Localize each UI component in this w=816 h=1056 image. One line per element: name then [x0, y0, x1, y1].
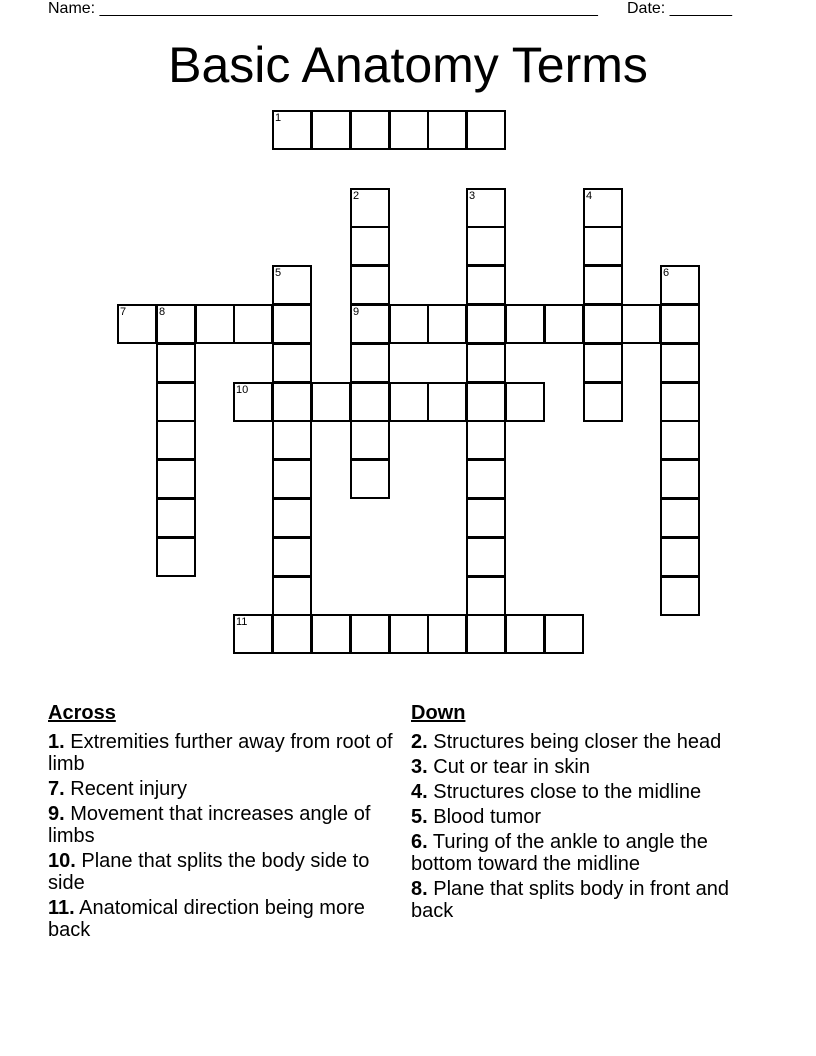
crossword-cell[interactable] — [156, 459, 196, 499]
clue-item — [48, 897, 393, 941]
crossword-cell[interactable] — [505, 304, 545, 344]
crossword-cell[interactable] — [660, 420, 700, 460]
across-clues — [48, 702, 393, 944]
crossword-cell[interactable] — [583, 382, 623, 422]
crossword-cell[interactable] — [117, 304, 157, 344]
clue-item-number: 11. — [48, 897, 75, 919]
crossword-cell[interactable] — [427, 614, 467, 654]
crossword-cell[interactable] — [272, 265, 312, 305]
crossword-cell[interactable] — [544, 614, 584, 654]
crossword-cell[interactable] — [350, 614, 390, 654]
clue-number: 8 — [159, 306, 166, 318]
crossword-cell[interactable] — [466, 343, 506, 383]
crossword-cell[interactable] — [466, 265, 506, 305]
clue-item-text: Structures close to the midline — [427, 781, 702, 803]
crossword-cell[interactable] — [272, 110, 312, 150]
crossword-cell[interactable] — [621, 304, 661, 344]
crossword-cell[interactable] — [583, 188, 623, 228]
clue-item-text: Turing of the ankle to angle the bottom toward the midline — [411, 831, 708, 875]
crossword-cell[interactable] — [233, 382, 273, 422]
clue-item — [411, 831, 756, 875]
crossword-cell[interactable] — [156, 498, 196, 538]
crossword-cell[interactable] — [427, 110, 467, 150]
crossword-cell[interactable] — [311, 614, 351, 654]
crossword-cell[interactable] — [660, 343, 700, 383]
crossword-cell[interactable] — [272, 382, 312, 422]
crossword-cell[interactable] — [156, 304, 196, 344]
crossword-cell[interactable] — [427, 382, 467, 422]
crossword-cell[interactable] — [660, 304, 700, 344]
crossword-cell[interactable] — [350, 304, 390, 344]
clue-item-text: Plane that splits body in front and back — [411, 878, 729, 922]
clue-item-number: 4. — [411, 781, 428, 803]
clue-item-text: Movement that increases angle of limbs — [48, 803, 371, 847]
crossword-cell[interactable] — [233, 304, 273, 344]
clue-item-number: 5. — [411, 806, 428, 828]
crossword-cell[interactable] — [311, 110, 351, 150]
crossword-cell[interactable] — [583, 265, 623, 305]
crossword-cell[interactable] — [272, 304, 312, 344]
crossword-cell[interactable] — [272, 498, 312, 538]
clue-item-number: 7. — [48, 778, 65, 800]
clue-item — [48, 850, 393, 894]
crossword-cell[interactable] — [466, 226, 506, 266]
crossword-cell[interactable] — [466, 110, 506, 150]
clue-item — [411, 731, 756, 753]
crossword-cell[interactable] — [350, 459, 390, 499]
crossword-cell[interactable] — [660, 382, 700, 422]
crossword-cell[interactable] — [660, 265, 700, 305]
clue-item-number: 1. — [48, 731, 65, 753]
crossword-cell[interactable] — [466, 382, 506, 422]
crossword-cell[interactable] — [350, 382, 390, 422]
clue-item — [411, 806, 756, 828]
crossword-cell[interactable] — [389, 614, 429, 654]
crossword-cell[interactable] — [466, 304, 506, 344]
crossword-cell[interactable] — [156, 420, 196, 460]
date-field-label: Date: _______ — [627, 0, 732, 17]
crossword-cell[interactable] — [583, 226, 623, 266]
crossword-cell[interactable] — [660, 537, 700, 577]
across-heading: Across — [48, 702, 116, 724]
clue-item-number: 2. — [411, 731, 428, 753]
clue-item-text: Anatomical direction being more back — [48, 897, 365, 941]
crossword-cell[interactable] — [272, 537, 312, 577]
clue-item-number: 10. — [48, 850, 76, 872]
crossword-cell[interactable] — [466, 614, 506, 654]
clue-item-text: Structures being closer the head — [427, 731, 722, 753]
crossword-cell[interactable] — [505, 614, 545, 654]
clue-item — [411, 756, 756, 778]
crossword-cell[interactable] — [583, 343, 623, 383]
clue-number: 1 — [275, 112, 282, 124]
down-heading: Down — [411, 702, 466, 724]
clue-item-text: Extremities further away from root of limb — [48, 731, 393, 775]
crossword-cell[interactable] — [466, 498, 506, 538]
crossword-cell[interactable] — [272, 343, 312, 383]
clue-item-number: 6. — [411, 831, 428, 853]
crossword-cell[interactable] — [389, 304, 429, 344]
crossword-cell[interactable] — [389, 382, 429, 422]
clue-item-text: Plane that splits the body side to side — [48, 850, 370, 894]
crossword-cell[interactable] — [350, 420, 390, 460]
crossword-cell[interactable] — [156, 537, 196, 577]
crossword-cell[interactable] — [389, 110, 429, 150]
across-clue-list — [48, 731, 393, 941]
clue-item-number: 8. — [411, 878, 428, 900]
clue-number: 5 — [275, 267, 282, 279]
crossword-cell[interactable] — [660, 498, 700, 538]
clue-item-text: Blood tumor — [427, 806, 542, 828]
clue-item — [411, 878, 756, 922]
clue-item-text: Recent injury — [64, 778, 187, 800]
crossword-cell[interactable] — [427, 304, 467, 344]
crossword-cell[interactable] — [195, 304, 235, 344]
crossword-cell[interactable] — [272, 576, 312, 616]
clue-number: 4 — [586, 190, 593, 202]
crossword-cell[interactable] — [466, 188, 506, 228]
down-clue-list — [411, 731, 756, 922]
crossword-cell[interactable] — [466, 420, 506, 460]
clue-number: 11 — [236, 616, 248, 628]
crossword-cell[interactable] — [505, 382, 545, 422]
crossword-cell[interactable] — [272, 614, 312, 654]
crossword-cell[interactable] — [583, 304, 623, 344]
clue-item-number: 3. — [411, 756, 428, 778]
clue-item — [48, 803, 393, 847]
clue-number: 3 — [469, 190, 476, 202]
page-title: Basic Anatomy Terms — [168, 37, 648, 93]
crossword-cell[interactable] — [660, 576, 700, 616]
name-field-label: Name: ________________________________________________________ — [48, 0, 598, 17]
crossword-cell[interactable] — [466, 576, 506, 616]
crossword-cell[interactable] — [660, 459, 700, 499]
crossword-cell[interactable] — [156, 343, 196, 383]
crossword-cell[interactable] — [156, 382, 196, 422]
clue-number: 6 — [663, 267, 670, 279]
clue-item — [411, 781, 756, 803]
clue-item — [48, 731, 393, 775]
clue-item-text: Cut or tear in skin — [427, 756, 590, 778]
crossword-cell[interactable] — [350, 226, 390, 266]
clue-item — [48, 778, 393, 800]
crossword-cell[interactable] — [350, 188, 390, 228]
clue-number: 10 — [236, 384, 249, 396]
crossword-cell[interactable] — [350, 265, 390, 305]
crossword-cell[interactable] — [466, 459, 506, 499]
crossword-cell[interactable] — [350, 343, 390, 383]
crossword-cell[interactable] — [311, 382, 351, 422]
crossword-cell[interactable] — [544, 304, 584, 344]
clue-number: 7 — [120, 306, 127, 318]
crossword-cell[interactable] — [233, 614, 273, 654]
crossword-cell[interactable] — [350, 110, 390, 150]
crossword-cell[interactable] — [466, 537, 506, 577]
down-clues — [411, 702, 756, 925]
clue-item-number: 9. — [48, 803, 65, 825]
clue-number: 9 — [353, 306, 360, 318]
clue-number: 2 — [353, 190, 360, 202]
crossword-cell[interactable] — [272, 459, 312, 499]
crossword-cell[interactable] — [272, 420, 312, 460]
